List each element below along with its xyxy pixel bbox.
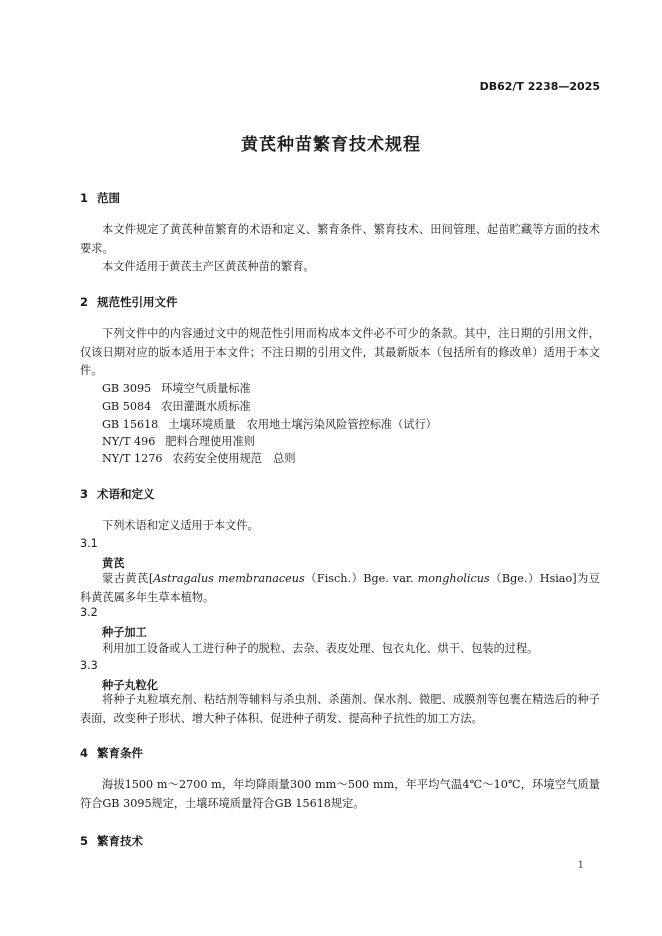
reference-item xyxy=(102,398,251,416)
reference-code: GB 3095 xyxy=(102,382,152,395)
document-title: 黄芪种苗繁育技术规程 xyxy=(241,135,421,155)
reference-item xyxy=(102,416,437,434)
reference-item xyxy=(102,433,255,451)
reference-name: 农药安全使用规范 总则 xyxy=(172,452,296,465)
term-name: 种子丸粒化 xyxy=(102,679,158,692)
section-heading-scope xyxy=(80,190,120,206)
term-definition: 蒙古黄芪[Astragalus membranaceus（Fisch.）Bge. var. mongholicus（Bge.）Hsiao]为豆科黄芪属多年生草本植物。 xyxy=(80,572,600,604)
section-title: 繁育条件 xyxy=(97,746,143,760)
term-definition: 将种子丸粒填充剂、粘结剂等辅料与杀虫剂、杀菌剂、保水剂、微肥、成膜剂等包裹在精选后的种子表面，改变种子形状、增大种子体积、促进种子萌发、提高种子抗性的加工方法。 xyxy=(80,693,600,725)
paragraph: 下列文件中的内容通过文中的规范性引用而构成本文件必不可少的条款。其中，注日期的引用文件，仅该日期对应的版本适用于本文件；不注日期的引用文件，其最新版本（包括所有的修改单）适用于本文件。 xyxy=(80,327,600,377)
term-number: 3.2 xyxy=(80,606,98,619)
paragraph: 海拔1500 m～2700 m，年均降雨量300 mm～500 mm，年平均气温4℃～10℃，环境空气质量符合GB 3095规定，土壤环境质量符合GB 15618规定。 xyxy=(80,778,600,810)
standard-code: DB62/T 2238—2025 xyxy=(479,80,600,93)
section-number: 2 xyxy=(80,295,89,309)
section-heading-conditions xyxy=(80,745,143,761)
section-number: 4 xyxy=(80,746,89,760)
reference-name: 肥料合理使用准则 xyxy=(165,435,255,448)
term-definition: 利用加工设备或人工进行种子的脱粒、去杂、表皮处理、包衣丸化、烘干、包装的过程。 xyxy=(102,642,539,655)
section-heading-references xyxy=(80,294,178,310)
term-number: 3.3 xyxy=(80,659,98,672)
reference-name: 土壤环境质量 农用地土壤污染风险管控标准（试行） xyxy=(168,418,437,431)
section-title: 规范性引用文件 xyxy=(97,295,178,309)
paragraph: 下列术语和定义适用于本文件。 xyxy=(102,519,259,532)
reference-code: GB 5084 xyxy=(102,400,152,413)
reference-name: 环境空气质量标准 xyxy=(161,382,251,395)
section-title: 繁育技术 xyxy=(97,834,143,848)
reference-code: NY/T 1276 xyxy=(102,452,163,465)
section-heading-techniques xyxy=(80,833,143,849)
page-number: 1 xyxy=(577,860,584,871)
section-heading-terms xyxy=(80,486,155,502)
reference-item xyxy=(102,450,296,468)
section-title: 术语和定义 xyxy=(97,487,155,501)
section-number: 3 xyxy=(80,487,89,501)
section-number: 1 xyxy=(80,191,89,205)
reference-name: 农田灌溉水质标准 xyxy=(161,400,251,413)
paragraph: 本文件规定了黄芪种苗繁育的术语和定义、繁育条件、繁育技术、田间管理、起苗贮藏等方面的技术要求。 xyxy=(80,223,600,255)
section-title: 范围 xyxy=(97,191,120,205)
term-name: 黄芪 xyxy=(102,557,125,570)
reference-item xyxy=(102,380,251,398)
reference-code: GB 15618 xyxy=(102,418,159,431)
section-number: 5 xyxy=(80,834,89,848)
term-name: 种子加工 xyxy=(102,626,147,639)
term-number: 3.1 xyxy=(80,537,98,550)
reference-code: NY/T 496 xyxy=(102,435,156,448)
paragraph: 本文件适用于黄芪主产区黄芪种苗的繁育。 xyxy=(102,260,315,273)
